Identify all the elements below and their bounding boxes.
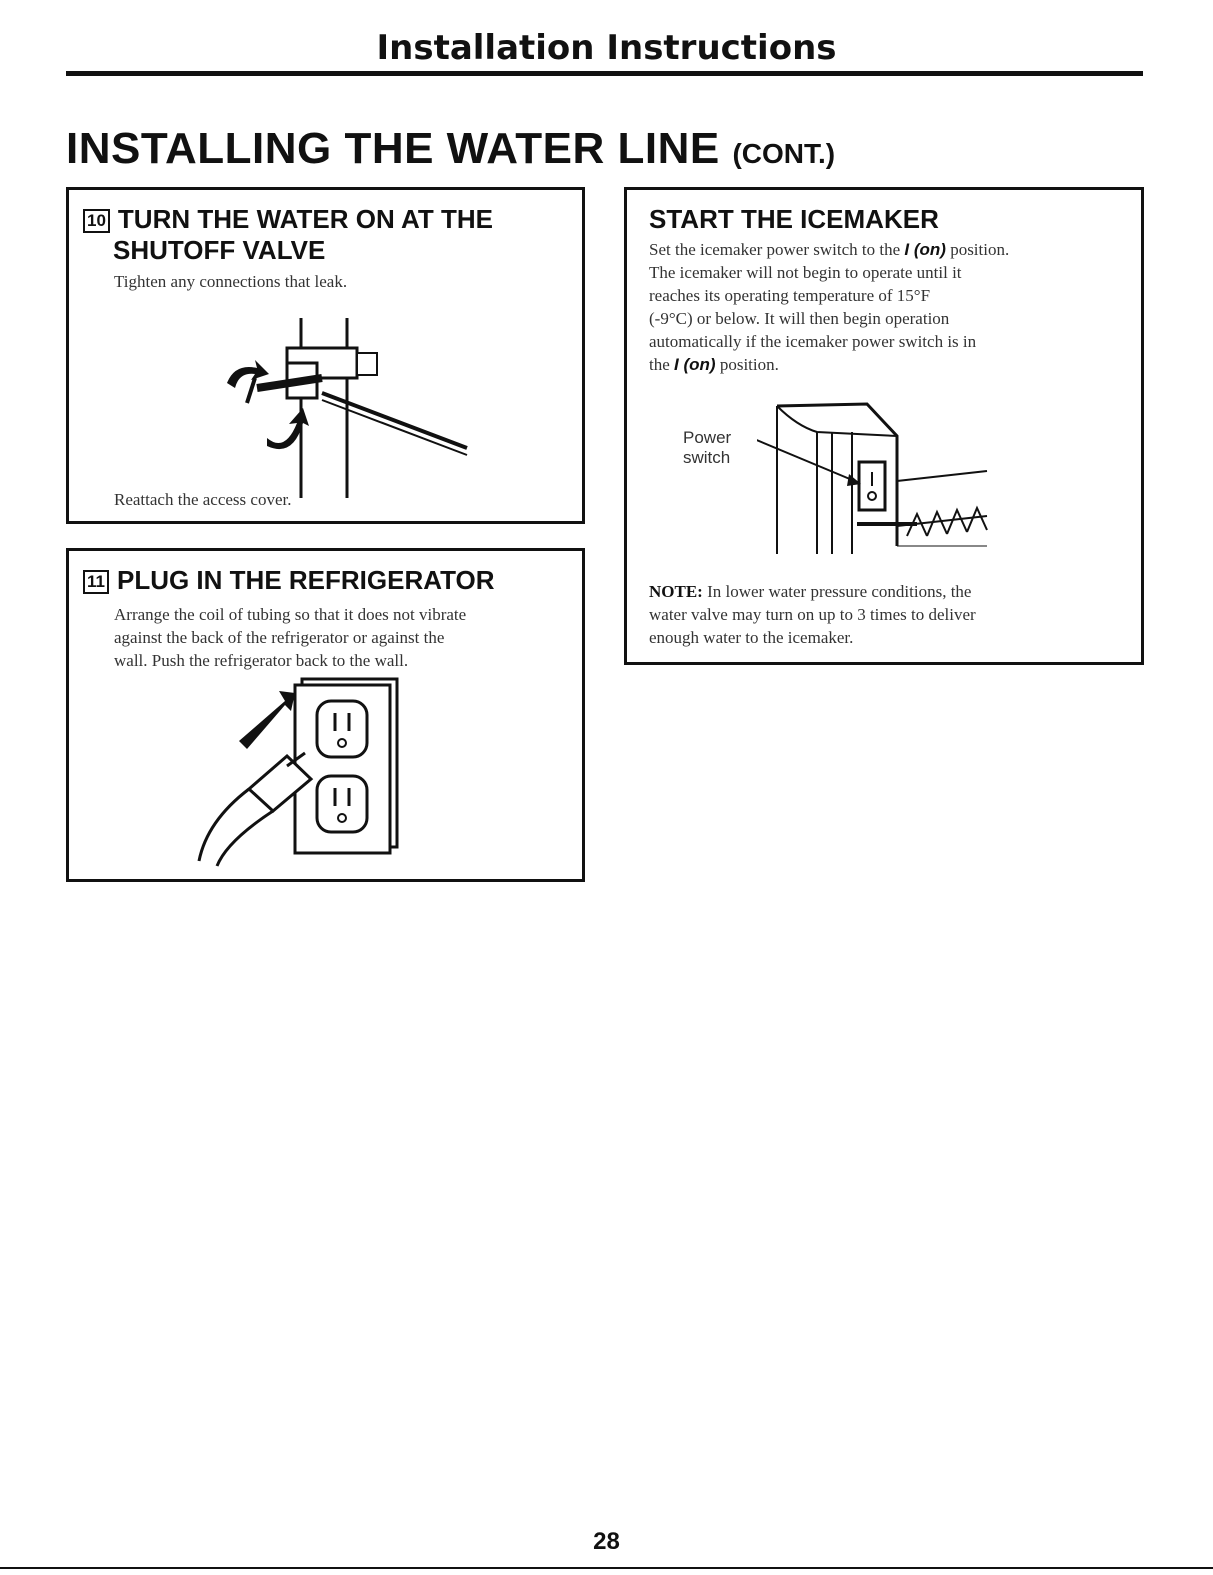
step-11-box [66,548,585,882]
plug-outlet-illustration [187,671,407,871]
step-11-title [83,565,494,596]
note-line-3: enough water to the icemaker. [649,628,854,647]
on-position-label: I (on) [904,240,946,259]
note-label: NOTE: [649,582,703,601]
icemaker-line-3: reaches its operating temperature of 15°F [649,286,931,305]
icemaker-line-2: The icemaker will not begin to operate until it [649,263,962,282]
step-11-number: 11 [83,570,109,594]
icemaker-box [624,187,1144,665]
icemaker-line-1 [649,238,1009,261]
bottom-rule [0,1567,1213,1569]
icemaker-line-4: (-9°C) or below. It will then begin operation [649,309,950,328]
header-rule [66,71,1143,76]
icemaker-text [649,238,1009,376]
note-line-2: water valve may turn on up to 3 times to deliver [649,605,976,624]
step-10-footer: Reattach the access cover. [114,490,292,509]
icemaker-illustration [757,396,997,556]
shutoff-valve-illustration [207,308,487,508]
step-10-title-line1: TURN THE WATER ON AT THE [117,204,493,234]
page-header-title: Installation Instructions [376,28,837,68]
icemaker-title: START THE ICEMAKER [649,204,939,234]
switch-label: switch [683,448,731,467]
power-switch-label [683,428,731,468]
section-title [66,124,835,174]
step-10-title [83,204,493,266]
icemaker-line-6-pre: the [649,355,675,374]
section-title-text: INSTALLING THE WATER LINE [66,124,720,173]
power-label: Power [683,428,732,447]
step-10-number: 10 [83,209,110,233]
step-11-line-2: against the back of the refrigerator or against the [114,628,445,647]
on-position-label-2: I (on) [674,355,716,374]
icemaker-note [649,580,976,649]
step-10-title-line2: SHUTOFF VALVE [113,235,326,265]
note-line-1-text: In lower water pressure conditions, the [702,582,972,601]
icemaker-line-1-post: position. [945,240,1010,259]
icemaker-line-1-pre: Set the icemaker power switch to the [649,240,905,259]
step-10-box [66,187,585,524]
step-10-text: Tighten any connections that leak. [114,272,348,291]
icemaker-line-6 [649,353,1009,376]
page-number: 28 [593,1528,620,1555]
section-title-cont: (CONT.) [732,138,836,169]
icemaker-line-6-post: position. [715,355,779,374]
note-line-1 [649,580,976,603]
step-11-text [114,603,466,672]
step-11-line-3: wall. Push the refrigerator back to the wall. [114,651,409,670]
step-11-title-text: PLUG IN THE REFRIGERATOR [116,565,495,595]
step-11-line-1: Arrange the coil of tubing so that it does not vibrate [114,605,467,624]
icemaker-line-5: automatically if the icemaker power switch is in [649,332,977,351]
